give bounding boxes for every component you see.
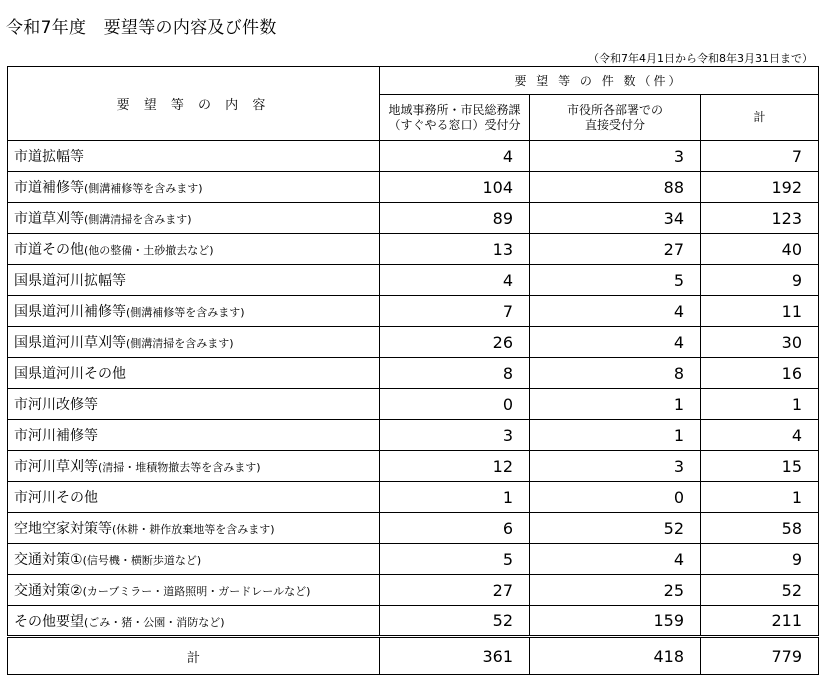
header-col-total: 計	[701, 95, 819, 141]
row-label-main: 市道補修等	[14, 180, 84, 196]
table-row	[8, 575, 819, 606]
row-window-count: 89	[380, 203, 530, 234]
row-label-note: (清掃・堆積物撤去等を含みます)	[98, 461, 261, 474]
row-label	[8, 358, 380, 389]
row-label	[8, 544, 380, 575]
row-total-count: 211	[701, 606, 819, 637]
row-window-count: 13	[380, 234, 530, 265]
row-window-count: 52	[380, 606, 530, 637]
table-row	[8, 327, 819, 358]
row-label-main: 空地空家対策等	[14, 521, 112, 537]
row-label	[8, 203, 380, 234]
row-label-main: 国県道河川その他	[14, 366, 126, 382]
row-total-count: 7	[701, 141, 819, 172]
row-window-count: 12	[380, 451, 530, 482]
row-total-count: 58	[701, 513, 819, 544]
row-label-main: 市河川その他	[14, 490, 98, 506]
row-window-count: 7	[380, 296, 530, 327]
row-label-note: (側溝補修等を含みます)	[84, 182, 203, 195]
table-row	[8, 389, 819, 420]
total-sum: 779	[701, 637, 819, 675]
table-row	[8, 544, 819, 575]
row-label	[8, 296, 380, 327]
header-col-window	[380, 95, 530, 141]
row-total-count: 15	[701, 451, 819, 482]
row-direct-count: 1	[530, 389, 701, 420]
row-label	[8, 513, 380, 544]
table-row	[8, 358, 819, 389]
total-label: 計	[8, 637, 380, 675]
total-window: 361	[380, 637, 530, 675]
row-window-count: 0	[380, 389, 530, 420]
row-direct-count: 25	[530, 575, 701, 606]
row-direct-count: 88	[530, 172, 701, 203]
table-row	[8, 513, 819, 544]
row-label	[8, 482, 380, 513]
row-label	[8, 234, 380, 265]
row-label-main: 市河川草刈等	[14, 459, 98, 475]
row-total-count: 1	[701, 482, 819, 513]
row-label	[8, 327, 380, 358]
row-total-count: 1	[701, 389, 819, 420]
row-window-count: 1	[380, 482, 530, 513]
row-total-count: 9	[701, 265, 819, 296]
row-window-count: 4	[380, 265, 530, 296]
header-col-direct	[530, 95, 701, 141]
header-col-window-line1: 地域事務所・市民総務課	[388, 102, 521, 117]
row-total-count: 40	[701, 234, 819, 265]
period-note: （令和7年4月1日から令和8年3月31日まで）	[588, 52, 813, 65]
row-label-main: 交通対策①	[14, 552, 83, 568]
header-count-group: 要 望 等 の 件 数（件）	[380, 67, 819, 95]
row-direct-count: 4	[530, 544, 701, 575]
row-label-main: 市道その他	[14, 242, 84, 258]
table-row	[8, 451, 819, 482]
request-table	[7, 66, 819, 675]
row-window-count: 5	[380, 544, 530, 575]
row-direct-count: 5	[530, 265, 701, 296]
row-direct-count: 159	[530, 606, 701, 637]
row-direct-count: 1	[530, 420, 701, 451]
header-col-window-line2: （すぐやる窓口）受付分	[388, 117, 521, 132]
row-label-main: その他要望	[14, 613, 84, 630]
row-label	[8, 575, 380, 606]
table-row	[8, 420, 819, 451]
row-direct-count: 52	[530, 513, 701, 544]
row-label-note: (他の整備・土砂撤去など)	[84, 244, 214, 257]
row-label-note: (信号機・横断歩道など)	[82, 554, 202, 567]
row-total-count: 123	[701, 203, 819, 234]
row-label-note: (休耕・耕作放棄地等を含みます)	[112, 523, 275, 536]
row-label-note: (側溝補修等を含みます)	[126, 306, 245, 319]
row-total-count: 9	[701, 544, 819, 575]
total-direct: 418	[530, 637, 701, 675]
table-row	[8, 141, 819, 172]
header-content: 要 望 等 の 内 容	[8, 67, 380, 141]
row-total-count: 4	[701, 420, 819, 451]
table-row	[8, 203, 819, 234]
row-label-main: 国県道河川草刈等	[14, 335, 126, 351]
row-direct-count: 4	[530, 327, 701, 358]
row-total-count: 192	[701, 172, 819, 203]
row-total-count: 11	[701, 296, 819, 327]
table-body	[8, 141, 819, 637]
row-label-main: 国県道河川拡幅等	[14, 273, 126, 289]
row-label-note: (ごみ・猪・公園・消防など)	[84, 615, 225, 629]
row-total-count: 30	[701, 327, 819, 358]
row-window-count: 26	[380, 327, 530, 358]
row-label-main: 交通対策②	[14, 583, 83, 599]
row-label-main: 市河川改修等	[14, 397, 98, 413]
row-label	[8, 389, 380, 420]
row-label	[8, 451, 380, 482]
row-label-main: 市道草刈等	[14, 211, 84, 227]
row-window-count: 8	[380, 358, 530, 389]
row-label-main: 国県道河川補修等	[14, 304, 126, 320]
page-title: 令和7年度 要望等の内容及び件数	[6, 18, 277, 38]
row-label	[8, 141, 380, 172]
row-label	[8, 606, 380, 637]
total-row	[8, 637, 819, 675]
row-total-count: 52	[701, 575, 819, 606]
row-label-note: (カーブミラー・道路照明・ガードレールなど)	[82, 585, 311, 598]
table-row	[8, 482, 819, 513]
row-label-note: (側溝清掃を含みます)	[84, 213, 192, 226]
row-window-count: 104	[380, 172, 530, 203]
header-col-direct-line1: 市役所各部署での	[566, 102, 663, 117]
row-direct-count: 34	[530, 203, 701, 234]
row-label	[8, 265, 380, 296]
row-direct-count: 3	[530, 141, 701, 172]
row-label-main: 市河川補修等	[14, 428, 98, 444]
row-label	[8, 172, 380, 203]
row-window-count: 27	[380, 575, 530, 606]
row-window-count: 6	[380, 513, 530, 544]
row-direct-count: 8	[530, 358, 701, 389]
row-label	[8, 420, 380, 451]
table-row	[8, 296, 819, 327]
row-window-count: 3	[380, 420, 530, 451]
row-direct-count: 3	[530, 451, 701, 482]
row-direct-count: 4	[530, 296, 701, 327]
row-total-count: 16	[701, 358, 819, 389]
table-row	[8, 606, 819, 637]
table-row	[8, 265, 819, 296]
table-row	[8, 172, 819, 203]
row-label-main: 市道拡幅等	[14, 149, 84, 165]
row-window-count: 4	[380, 141, 530, 172]
table-row	[8, 234, 819, 265]
row-direct-count: 27	[530, 234, 701, 265]
row-direct-count: 0	[530, 482, 701, 513]
header-col-direct-line2: 直接受付分	[584, 117, 645, 132]
row-label-note: (側溝清掃を含みます)	[126, 337, 234, 350]
